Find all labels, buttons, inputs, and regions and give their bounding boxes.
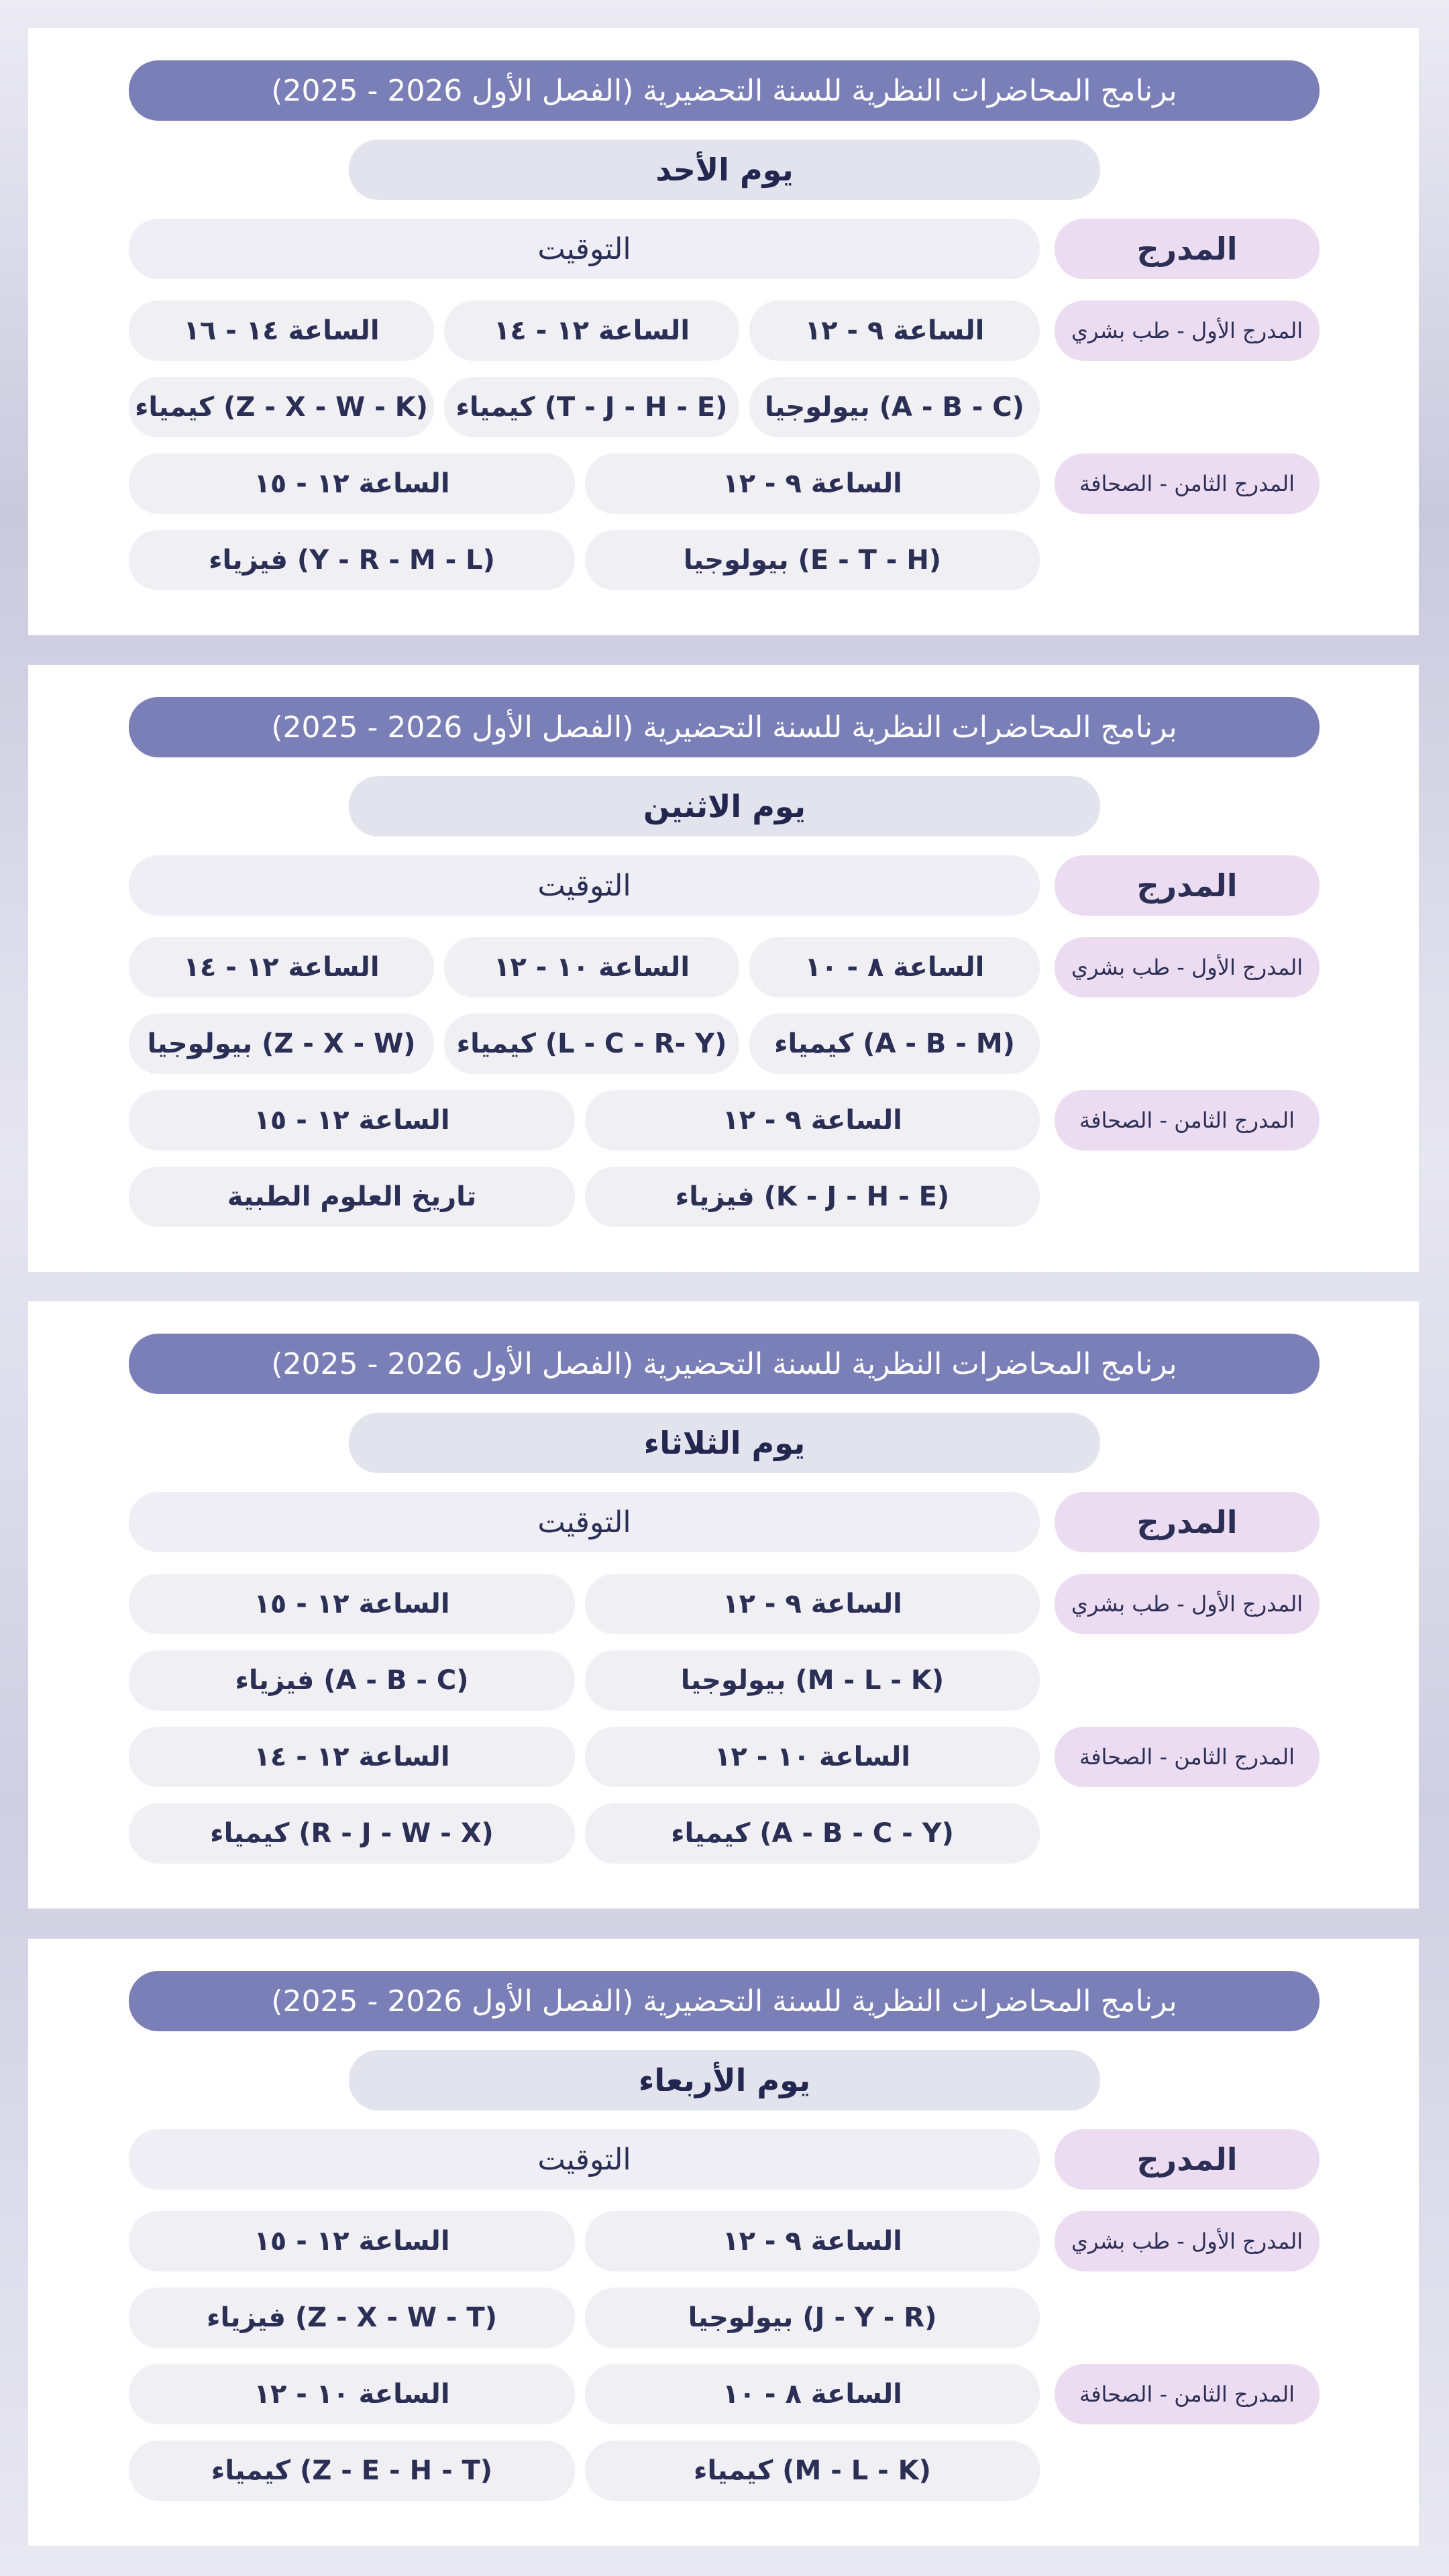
schedule-card-wednesday bbox=[28, 1939, 1419, 2546]
hall2-time-2: الساعة ١٠ - ١٢ bbox=[129, 2364, 575, 2424]
hall1-subject-3: بيولوجيا (Z - X - W) bbox=[129, 1014, 434, 1074]
hall1-time-2: الساعة ١٠ - ١٢ bbox=[444, 937, 739, 998]
hall1-time-2: الساعة ١٢ - ١٥ bbox=[129, 1574, 575, 1634]
hall1-subject-3: كيمياء (Z - X - W - K) bbox=[129, 377, 434, 437]
timing-header: التوقيت bbox=[129, 219, 1040, 279]
hall1-time-1: الساعة ٩ - ١٢ bbox=[585, 2211, 1040, 2271]
timing-header: التوقيت bbox=[129, 855, 1040, 916]
hall1-subject-1: بيولوجيا (M - L - K) bbox=[585, 1650, 1040, 1711]
hall2-time-1: الساعة ١٠ - ١٢ bbox=[585, 1727, 1040, 1787]
timing-header: التوقيت bbox=[129, 1492, 1040, 1552]
hall2-name: المدرج الثامن - الصحافة bbox=[1055, 453, 1320, 514]
schedule-title: برنامج المحاضرات النظرية للسنة التحضيرية (الفصل الأول 2026 - 2025) bbox=[129, 697, 1320, 757]
hall2-subject-1: كيمياء (M - L - K) bbox=[585, 2440, 1040, 2501]
hall2-time-2: الساعة ١٢ - ١٥ bbox=[129, 1090, 575, 1150]
hall2-subject-1: فيزياء (K - J - H - E) bbox=[585, 1167, 1040, 1227]
hall2-subject-1: بيولوجيا (E - T - H) bbox=[585, 530, 1040, 590]
hall-header: المدرج bbox=[1055, 2129, 1320, 2190]
hall2-name: المدرج الثامن - الصحافة bbox=[1055, 2364, 1320, 2424]
hall2-subject-1: كيمياء (A - B - C - Y) bbox=[585, 1803, 1040, 1864]
hall2-subject-2: كيمياء (Z - E - H - T) bbox=[129, 2440, 575, 2501]
hall1-time-1: الساعة ٩ - ١٢ bbox=[749, 301, 1040, 361]
hall1-subject-2: فيزياء (A - B - C) bbox=[129, 1650, 575, 1711]
hall2-time-1: الساعة ٩ - ١٢ bbox=[585, 1090, 1040, 1150]
hall1-subject-2: كيمياء (L - C - R- Y) bbox=[444, 1014, 739, 1074]
hall1-subject-1: بيولوجيا (A - B - C) bbox=[749, 377, 1040, 437]
hall2-subject-2: فيزياء (Y - R - M - L) bbox=[129, 530, 575, 590]
hall2-subject-2: تاريخ العلوم الطبية bbox=[129, 1167, 575, 1227]
hall1-subject-1: بيولوجيا (J - Y - R) bbox=[585, 2288, 1040, 2348]
schedule-card-monday bbox=[28, 665, 1419, 1272]
day-label: يوم الأحد bbox=[349, 140, 1100, 200]
hall1-name: المدرج الأول - طب بشري bbox=[1055, 301, 1320, 361]
hall1-time-3: الساعة ١٤ - ١٦ bbox=[129, 301, 434, 361]
hall1-name: المدرج الأول - طب بشري bbox=[1055, 2211, 1320, 2271]
hall2-time-1: الساعة ٨ - ١٠ bbox=[585, 2364, 1040, 2424]
hall1-subject-1: كيمياء (A - B - M) bbox=[749, 1014, 1040, 1074]
schedule-title: برنامج المحاضرات النظرية للسنة التحضيرية (الفصل الأول 2026 - 2025) bbox=[129, 60, 1320, 121]
hall2-time-2: الساعة ١٢ - ١٥ bbox=[129, 453, 575, 514]
hall2-time-2: الساعة ١٢ - ١٤ bbox=[129, 1727, 575, 1787]
timing-header: التوقيت bbox=[129, 2129, 1040, 2190]
hall1-time-2: الساعة ١٢ - ١٥ bbox=[129, 2211, 575, 2271]
day-label: يوم الثلاثاء bbox=[349, 1413, 1100, 1473]
hall2-name: المدرج الثامن - الصحافة bbox=[1055, 1727, 1320, 1787]
hall1-time-1: الساعة ٩ - ١٢ bbox=[585, 1574, 1040, 1634]
day-label: يوم الأربعاء bbox=[349, 2050, 1100, 2110]
schedule-card-sunday bbox=[28, 28, 1419, 635]
hall1-time-3: الساعة ١٢ - ١٤ bbox=[129, 937, 434, 998]
hall1-name: المدرج الأول - طب بشري bbox=[1055, 937, 1320, 998]
hall-header: المدرج bbox=[1055, 855, 1320, 916]
hall2-time-1: الساعة ٩ - ١٢ bbox=[585, 453, 1040, 514]
hall2-subject-2: كيمياء (R - J - W - X) bbox=[129, 1803, 575, 1864]
hall2-name: المدرج الثامن - الصحافة bbox=[1055, 1090, 1320, 1150]
hall1-subject-2: كيمياء (T - J - H - E) bbox=[444, 377, 739, 437]
hall1-time-2: الساعة ١٢ - ١٤ bbox=[444, 301, 739, 361]
schedule-card-tuesday bbox=[28, 1301, 1419, 1909]
hall1-name: المدرج الأول - طب بشري bbox=[1055, 1574, 1320, 1634]
hall-header: المدرج bbox=[1055, 219, 1320, 279]
day-label: يوم الاثنين bbox=[349, 776, 1100, 837]
hall1-time-1: الساعة ٨ - ١٠ bbox=[749, 937, 1040, 998]
schedule-title: برنامج المحاضرات النظرية للسنة التحضيرية (الفصل الأول 2026 - 2025) bbox=[129, 1971, 1320, 2031]
schedule-title: برنامج المحاضرات النظرية للسنة التحضيرية (الفصل الأول 2026 - 2025) bbox=[129, 1334, 1320, 1394]
hall1-subject-2: فيزياء (Z - X - W - T) bbox=[129, 2288, 575, 2348]
hall-header: المدرج bbox=[1055, 1492, 1320, 1552]
